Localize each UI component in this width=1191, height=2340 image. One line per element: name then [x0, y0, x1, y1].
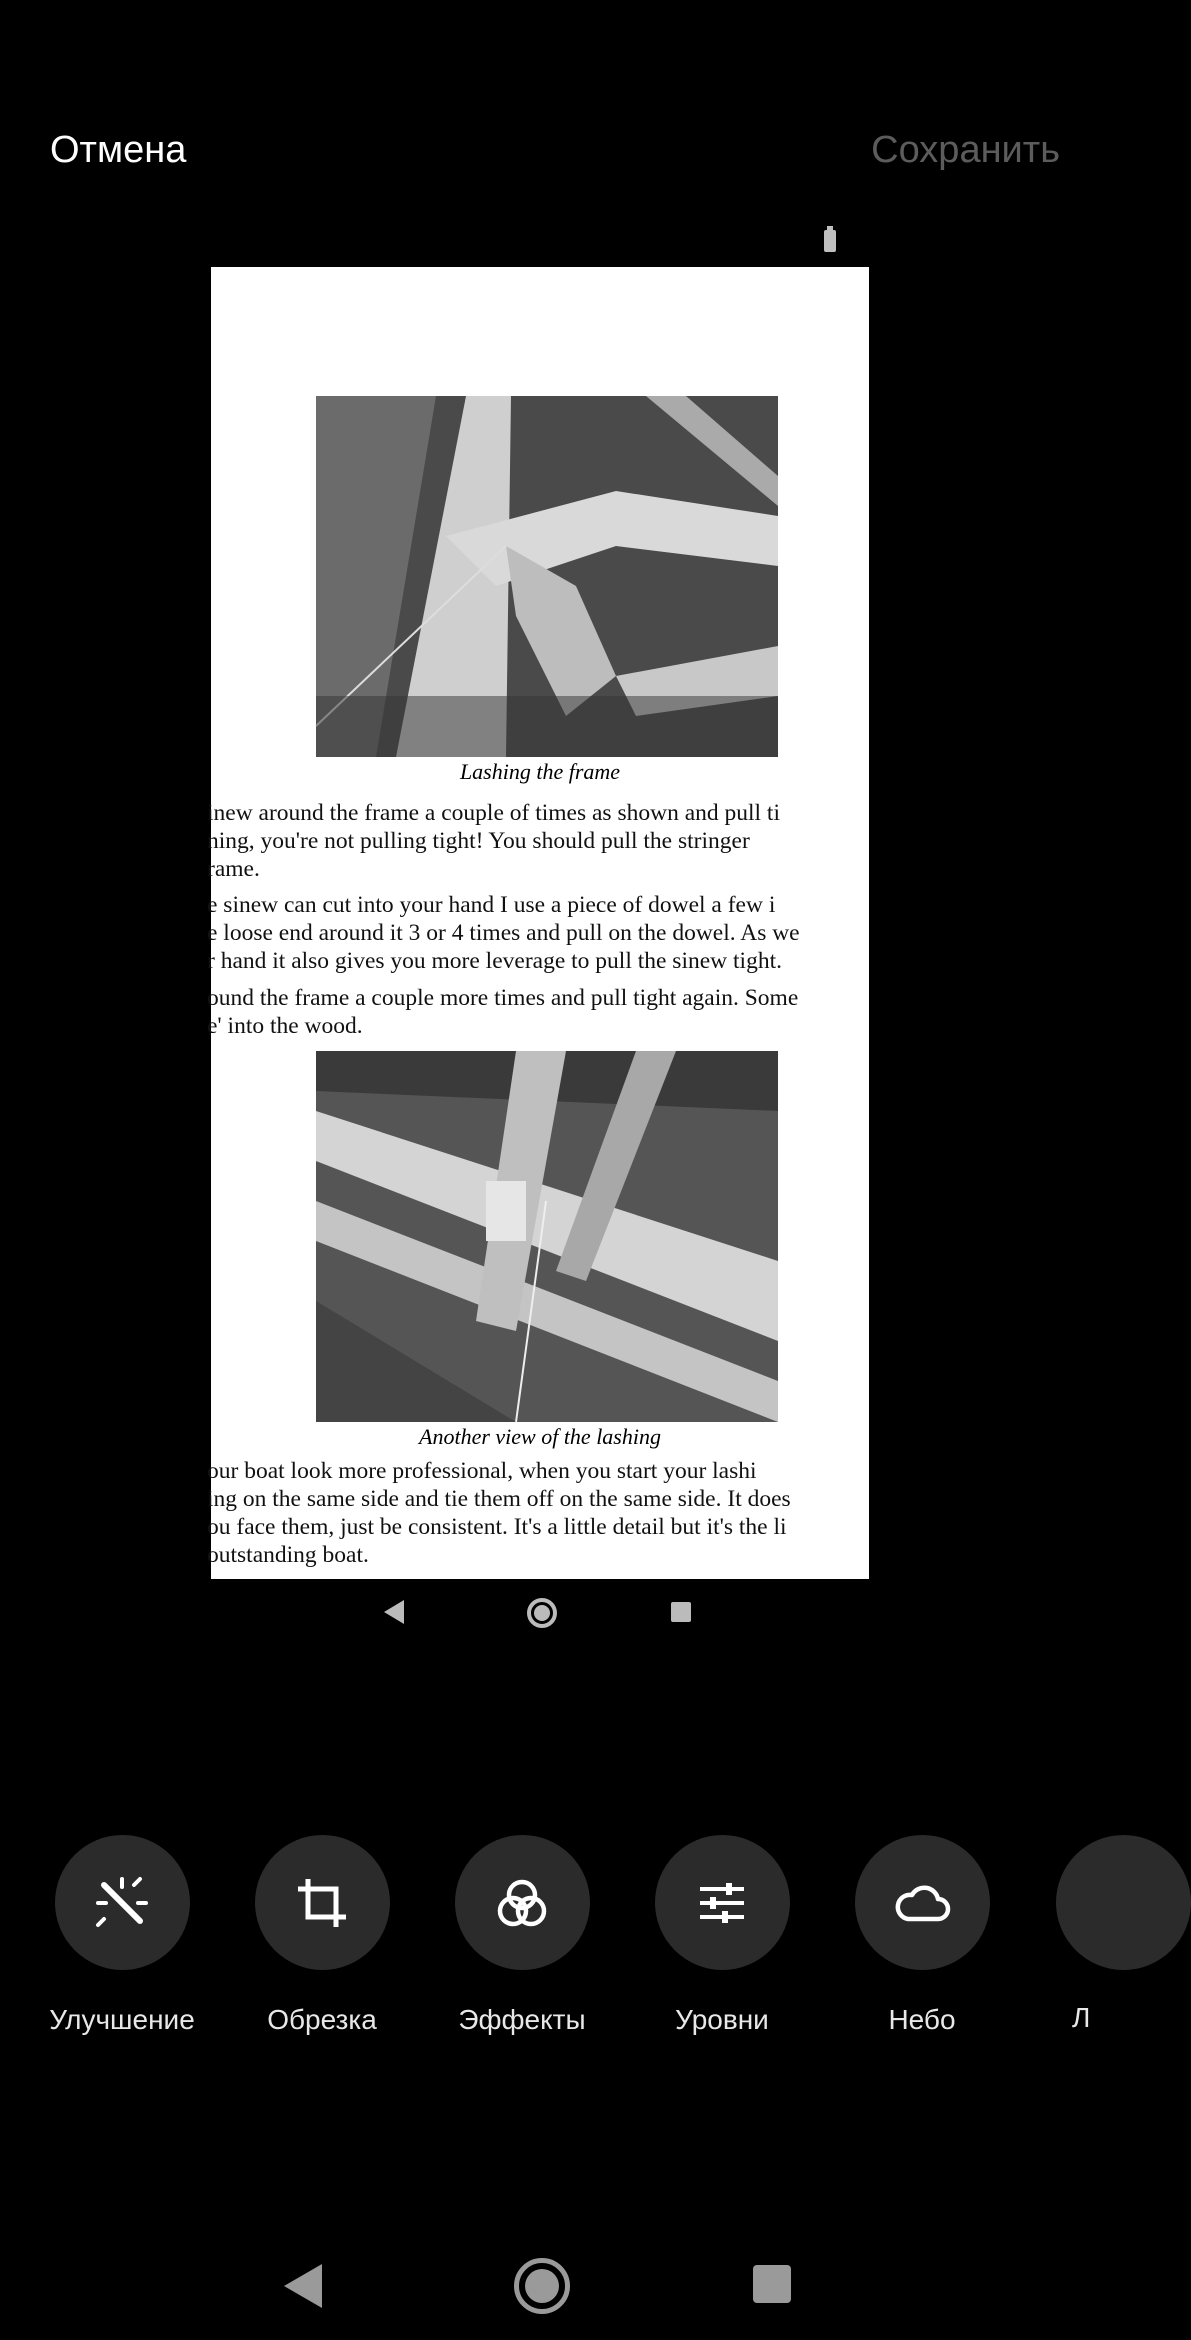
paragraph: e sinew can cut into your hand I use a piece of dowel a few i e loose end around it 3 or 4 times and pull on the dowel. As we r hand it also gives you more leverage to pull the sinew tight. [207, 892, 800, 974]
more-tool-button[interactable] [1056, 1835, 1191, 1970]
photo-caption: Lashing the frame [459, 759, 621, 784]
sky-tool-label: Небо [888, 2004, 956, 2035]
magic-wand-icon [94, 1875, 150, 1931]
crop-icon [294, 1875, 350, 1931]
photo-caption: Another view of the lashing [419, 1424, 661, 1449]
preview-recent-icon [671, 1602, 691, 1622]
preview-home-icon [527, 1598, 557, 1628]
save-button[interactable]: Сохранить [871, 129, 1060, 171]
paragraph: ound the frame a couple more times and pull tight again. Some e' into the wood. [207, 985, 799, 1039]
effects-icon [494, 1875, 550, 1931]
more-tool-label: Л [1072, 2002, 1091, 2033]
crop-tool-button[interactable] [222, 1835, 422, 2036]
crop-tool-label: Обрезка [267, 2004, 377, 2035]
effects-tool-button[interactable] [422, 1835, 622, 2036]
frame-lashing-photo [316, 396, 778, 757]
effects-tool-label: Эффекты [458, 2004, 586, 2035]
paragraph: inew around the frame a couple of times as shown and pull ti ning, you're not pulling tight! You should pull the stringer rame. [207, 800, 780, 882]
enhance-tool-label: Улучшение [49, 2004, 195, 2035]
battery-icon [824, 230, 836, 252]
sliders-icon [694, 1875, 750, 1931]
preview-back-icon [384, 1600, 404, 1624]
nav-back-button[interactable] [284, 2264, 322, 2308]
paragraph: our boat look more professional, when you start your lashi ing on the same side and tie them off on the same side. It does ou face them, just be consistent. It's a little detail but it's the li outstanding boat. [207, 1458, 791, 1568]
enhance-tool-button[interactable] [22, 1835, 222, 2036]
cancel-button[interactable]: Отмена [50, 129, 187, 171]
lashing-closeup-photo [316, 1051, 778, 1422]
levels-tool-label: Уровни [675, 2004, 769, 2035]
document-preview[interactable] [207, 267, 869, 1579]
nav-recent-button[interactable] [753, 2265, 791, 2303]
levels-tool-button[interactable] [622, 1835, 822, 2036]
sky-tool-button[interactable] [822, 1835, 1022, 2036]
cloud-icon [892, 1875, 952, 1931]
nav-home-button[interactable] [514, 2258, 570, 2314]
